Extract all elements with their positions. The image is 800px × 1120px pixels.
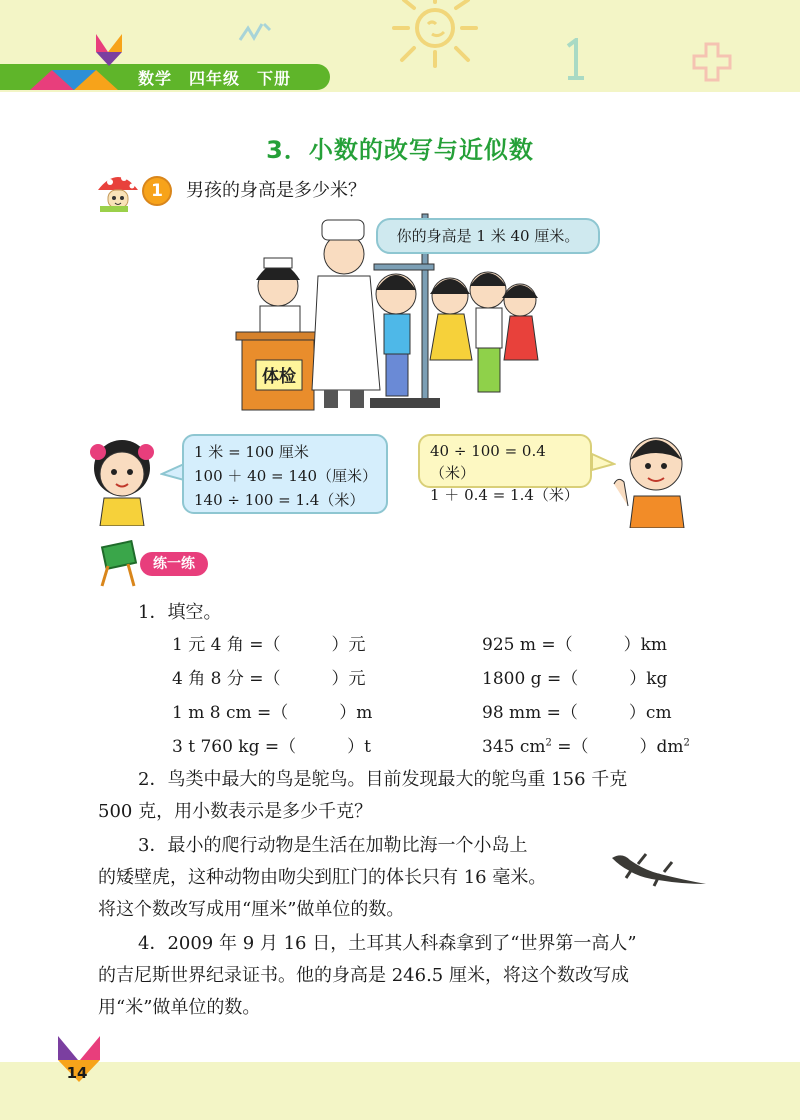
q1-right-item-4-sup2: 2 [683, 737, 690, 749]
bottom-band [0, 1062, 800, 1120]
q1-left-item-2: 4 角 8 分 =（ ）元 [172, 669, 366, 689]
tangram-logo-icon [0, 30, 140, 94]
q1-right-item-4-mid: =（ ）dm [551, 737, 684, 757]
q4-paragraph [98, 928, 708, 1024]
boy-character-icon [600, 424, 704, 528]
q4-line-1: 4．2009 年 9 月 16 日，土耳其人科森拿到了“世界第一高人” [138, 933, 637, 954]
scene-sign-text: 体检 [262, 367, 296, 387]
q4-line-3: 用“米”做单位的数。 [98, 997, 261, 1018]
example-question: 男孩的身高是多少米？ [186, 180, 366, 201]
q1-right-item-4 [482, 732, 690, 757]
girl-bubble-line-2: 100 ＋ 40 = 140（厘米） [194, 467, 377, 485]
doctor-speech-bubble: 你的身高是 1 米 40 厘米。 [376, 218, 600, 254]
q3-line-3: 将这个数改写成用“厘米”做单位的数。 [98, 899, 405, 920]
q2-line-1: 2．鸟类中最大的鸟是鸵鸟。目前发现最大的鸵鸟重 156 千克 [138, 769, 628, 790]
example-number-badge: 1 [142, 176, 172, 206]
q1-title: 1．填空。 [138, 602, 222, 623]
sun-icon [380, 0, 510, 70]
q1-right-item-4-pre: 345 cm [482, 737, 546, 757]
boy-bubble-line-2: 1 ＋ 0.4 = 1.4（米） [430, 486, 579, 504]
q1-right-item-2: 1800 g =（ ）kg [482, 669, 668, 689]
q2-line-2: 500 克，用小数表示是多少千克？ [98, 801, 373, 822]
section-title: 3．小数的改写与近似数 [266, 136, 534, 164]
easel-icon [96, 540, 142, 588]
q1-right-item-4-sup1: 2 [545, 737, 552, 749]
q2-paragraph [98, 764, 708, 828]
number-one-doodle-icon [562, 38, 586, 82]
q1-left-item-1: 1 元 4 角 =（ ）元 [172, 635, 366, 655]
q4-line-2: 的吉尼斯世界纪录证书。他的身高是 246.5 厘米，将这个数改写成 [98, 965, 629, 986]
girl-bubble-line-1: 1 米 = 100 厘米 [194, 443, 309, 461]
girl-bubble-line-3: 140 ÷ 100 = 1.4（米） [194, 491, 365, 509]
gecko-icon [608, 848, 708, 892]
practice-label: 练一练 [140, 552, 208, 576]
header-title: 数学 四年级 下册 [138, 69, 292, 88]
plus-doodle-icon [690, 40, 734, 84]
q1-left-item-4: 3 t 760 kg =（ ）t [172, 737, 371, 757]
page-number: 14 [66, 1064, 88, 1082]
boy-bubble-line-1: 40 ÷ 100 = 0.4（米） [430, 442, 546, 482]
q1-right-item-3: 98 mm =（ ）cm [482, 703, 672, 723]
q3-line-1: 3．最小的爬行动物是生活在加勒比海一个小岛上 [138, 835, 528, 856]
girl-speech-bubble [182, 434, 388, 514]
star-doodle-icon [236, 20, 276, 50]
q1-left-item-3: 1 m 8 cm =（ ）m [172, 703, 373, 723]
q1-right-item-1: 925 m =（ ）km [482, 635, 668, 655]
boy-speech-bubble [418, 434, 592, 504]
q3-line-2: 的矮壁虎，这种动物由吻尖到肛门的体长只有 16 毫米。 [98, 867, 547, 888]
girl-character-icon [84, 430, 160, 526]
mushroom-mascot-icon [94, 168, 142, 214]
